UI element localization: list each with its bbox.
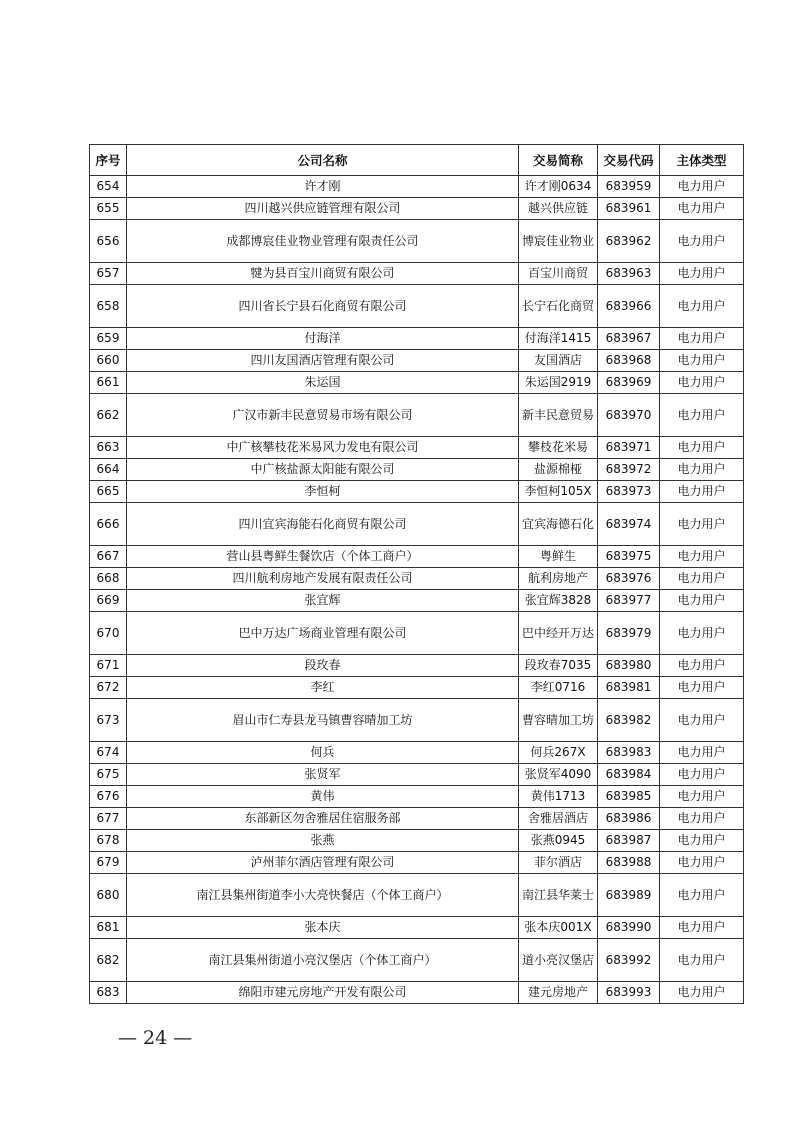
cell-trade-code: 683977 [598,590,660,612]
cell-entity-type: 电力用户 [660,503,744,546]
table-row [90,612,744,655]
cell-company-name: 中广核攀枝花米易风力发电有限公司 [127,437,519,459]
cell-company-name: 黄伟 [127,786,519,808]
cell-trade-code: 683962 [598,220,660,263]
cell-serial: 676 [90,786,127,808]
cell-trade-code: 683973 [598,481,660,503]
cell-serial: 660 [90,350,127,372]
cell-trade-code: 683983 [598,742,660,764]
cell-trade-code: 683974 [598,503,660,546]
header-company-name: 公司名称 [127,145,519,176]
cell-trade-abbr: 新丰民意贸易 [519,394,598,437]
cell-entity-type: 电力用户 [660,285,744,328]
cell-trade-code: 683969 [598,372,660,394]
cell-trade-code: 683967 [598,328,660,350]
registry-table [89,144,744,1004]
cell-trade-abbr: 盐源棉桠 [519,459,598,481]
cell-trade-code: 683971 [598,437,660,459]
cell-serial: 682 [90,939,127,982]
cell-serial: 671 [90,655,127,677]
cell-serial: 656 [90,220,127,263]
cell-entity-type: 电力用户 [660,568,744,590]
cell-trade-code: 683980 [598,655,660,677]
cell-entity-type: 电力用户 [660,612,744,655]
cell-company-name: 犍为县百宝川商贸有限公司 [127,263,519,285]
table-header-row [90,145,744,176]
cell-trade-code: 683985 [598,786,660,808]
cell-company-name: 巴中万达广场商业管理有限公司 [127,612,519,655]
table-row [90,459,744,481]
cell-trade-abbr: 舍雅居酒店 [519,808,598,830]
table-row [90,699,744,742]
cell-company-name: 李恒柯 [127,481,519,503]
table-row [90,350,744,372]
cell-company-name: 四川宜宾海能石化商贸有限公司 [127,503,519,546]
cell-company-name: 中广核盐源太阳能有限公司 [127,459,519,481]
table-row [90,590,744,612]
cell-company-name: 广汉市新丰民意贸易市场有限公司 [127,394,519,437]
cell-company-name: 付海洋 [127,328,519,350]
table-row [90,808,744,830]
cell-entity-type: 电力用户 [660,263,744,285]
cell-trade-abbr: 巴中经开万达 [519,612,598,655]
cell-serial: 677 [90,808,127,830]
cell-trade-code: 683988 [598,852,660,874]
cell-trade-abbr: 长宁石化商贸 [519,285,598,328]
table-row [90,328,744,350]
cell-trade-abbr: 百宝川商贸 [519,263,598,285]
cell-trade-abbr: 建元房地产 [519,982,598,1004]
table-row [90,503,744,546]
cell-trade-abbr: 宜宾海德石化 [519,503,598,546]
table-row [90,285,744,328]
cell-serial: 662 [90,394,127,437]
cell-serial: 654 [90,176,127,198]
cell-trade-abbr: 黄伟1713 [519,786,598,808]
table-row [90,437,744,459]
cell-trade-code: 683970 [598,394,660,437]
cell-entity-type: 电力用户 [660,220,744,263]
cell-entity-type: 电力用户 [660,982,744,1004]
cell-trade-abbr: 张燕0945 [519,830,598,852]
cell-entity-type: 电力用户 [660,198,744,220]
cell-trade-code: 683986 [598,808,660,830]
table-row [90,546,744,568]
table-row [90,830,744,852]
cell-trade-abbr: 李恒柯105X [519,481,598,503]
cell-company-name: 泸州菲尔酒店管理有限公司 [127,852,519,874]
table-row [90,198,744,220]
cell-company-name: 营山县粤鲜生餐饮店（个体工商户） [127,546,519,568]
cell-serial: 683 [90,982,127,1004]
cell-trade-abbr: 张本庆001X [519,917,598,939]
cell-company-name: 东部新区勿舍雅居住宿服务部 [127,808,519,830]
cell-trade-code: 683975 [598,546,660,568]
cell-entity-type: 电力用户 [660,481,744,503]
table-row [90,655,744,677]
cell-trade-abbr: 攀枝花米易 [519,437,598,459]
cell-trade-code: 683982 [598,699,660,742]
cell-serial: 673 [90,699,127,742]
cell-entity-type: 电力用户 [660,764,744,786]
cell-trade-code: 683984 [598,764,660,786]
cell-serial: 667 [90,546,127,568]
cell-trade-abbr: 粤鲜生 [519,546,598,568]
cell-serial: 665 [90,481,127,503]
table-row [90,263,744,285]
cell-company-name: 四川越兴供应链管理有限公司 [127,198,519,220]
cell-serial: 681 [90,917,127,939]
cell-company-name: 李红 [127,677,519,699]
table-row [90,764,744,786]
cell-company-name: 朱运国 [127,372,519,394]
cell-entity-type: 电力用户 [660,394,744,437]
cell-serial: 661 [90,372,127,394]
header-serial: 序号 [90,145,127,176]
page-number: — 24 — [118,1027,193,1049]
cell-company-name: 绵阳市建元房地产开发有限公司 [127,982,519,1004]
table-row [90,917,744,939]
table-row [90,220,744,263]
table-row [90,852,744,874]
cell-entity-type: 电力用户 [660,786,744,808]
table-row [90,372,744,394]
cell-trade-abbr: 越兴供应链 [519,198,598,220]
table-row [90,742,744,764]
cell-serial: 655 [90,198,127,220]
table-row [90,982,744,1004]
table-row [90,394,744,437]
cell-trade-code: 683979 [598,612,660,655]
cell-serial: 666 [90,503,127,546]
cell-trade-abbr: 道小亮汉堡店 [519,939,598,982]
table-row [90,786,744,808]
cell-company-name: 南江县集州街道李小大亮快餐店（个体工商户） [127,874,519,917]
table-row [90,568,744,590]
cell-entity-type: 电力用户 [660,590,744,612]
cell-trade-code: 683989 [598,874,660,917]
cell-trade-abbr: 付海洋1415 [519,328,598,350]
cell-trade-abbr: 何兵267X [519,742,598,764]
cell-trade-abbr: 南江县华莱士 [519,874,598,917]
cell-entity-type: 电力用户 [660,808,744,830]
cell-trade-code: 683981 [598,677,660,699]
cell-trade-code: 683959 [598,176,660,198]
table-body [90,176,744,1004]
cell-trade-code: 683987 [598,830,660,852]
header-entity-type: 主体类型 [660,145,744,176]
cell-serial: 674 [90,742,127,764]
cell-entity-type: 电力用户 [660,830,744,852]
cell-trade-abbr: 友国酒店 [519,350,598,372]
cell-trade-abbr: 航利房地产 [519,568,598,590]
cell-trade-code: 683976 [598,568,660,590]
cell-trade-abbr: 菲尔酒店 [519,852,598,874]
cell-serial: 670 [90,612,127,655]
cell-serial: 668 [90,568,127,590]
cell-entity-type: 电力用户 [660,917,744,939]
cell-entity-type: 电力用户 [660,852,744,874]
header-trade-abbr: 交易简称 [519,145,598,176]
cell-company-name: 成都博宸佳业物业管理有限责任公司 [127,220,519,263]
cell-trade-abbr: 曹容晴加工坊 [519,699,598,742]
cell-entity-type: 电力用户 [660,742,744,764]
cell-entity-type: 电力用户 [660,459,744,481]
cell-trade-code: 683968 [598,350,660,372]
cell-entity-type: 电力用户 [660,874,744,917]
cell-trade-code: 683961 [598,198,660,220]
cell-serial: 664 [90,459,127,481]
cell-company-name: 四川省长宁县石化商贸有限公司 [127,285,519,328]
cell-trade-code: 683966 [598,285,660,328]
cell-entity-type: 电力用户 [660,939,744,982]
cell-serial: 672 [90,677,127,699]
cell-company-name: 张宜辉 [127,590,519,612]
cell-company-name: 许才刚 [127,176,519,198]
cell-entity-type: 电力用户 [660,372,744,394]
table-row [90,176,744,198]
table-row [90,677,744,699]
cell-entity-type: 电力用户 [660,546,744,568]
header-trade-code: 交易代码 [598,145,660,176]
cell-serial: 657 [90,263,127,285]
cell-serial: 669 [90,590,127,612]
table-row [90,874,744,917]
cell-trade-code: 683993 [598,982,660,1004]
cell-trade-abbr: 博宸佳业物业 [519,220,598,263]
cell-trade-code: 683972 [598,459,660,481]
cell-entity-type: 电力用户 [660,437,744,459]
cell-trade-abbr: 张宜辉3828 [519,590,598,612]
cell-trade-code: 683992 [598,939,660,982]
cell-company-name: 张本庆 [127,917,519,939]
cell-company-name: 四川航利房地产发展有限责任公司 [127,568,519,590]
cell-trade-abbr: 段玫春7035 [519,655,598,677]
cell-entity-type: 电力用户 [660,655,744,677]
cell-trade-code: 683990 [598,917,660,939]
cell-serial: 679 [90,852,127,874]
cell-company-name: 眉山市仁寿县龙马镇曹容晴加工坊 [127,699,519,742]
cell-trade-abbr: 许才刚0634 [519,176,598,198]
cell-company-name: 南江县集州街道小亮汉堡店（个体工商户） [127,939,519,982]
cell-trade-abbr: 朱运国2919 [519,372,598,394]
cell-entity-type: 电力用户 [660,350,744,372]
cell-entity-type: 电力用户 [660,699,744,742]
cell-trade-code: 683963 [598,263,660,285]
cell-entity-type: 电力用户 [660,328,744,350]
cell-trade-abbr: 李红0716 [519,677,598,699]
cell-entity-type: 电力用户 [660,677,744,699]
table-row [90,481,744,503]
cell-company-name: 何兵 [127,742,519,764]
cell-serial: 658 [90,285,127,328]
cell-serial: 678 [90,830,127,852]
cell-trade-abbr: 张贤军4090 [519,764,598,786]
cell-company-name: 四川友国酒店管理有限公司 [127,350,519,372]
cell-serial: 675 [90,764,127,786]
cell-serial: 680 [90,874,127,917]
cell-company-name: 张贤军 [127,764,519,786]
cell-serial: 663 [90,437,127,459]
cell-company-name: 段玫春 [127,655,519,677]
cell-entity-type: 电力用户 [660,176,744,198]
cell-serial: 659 [90,328,127,350]
cell-company-name: 张燕 [127,830,519,852]
table-row [90,939,744,982]
